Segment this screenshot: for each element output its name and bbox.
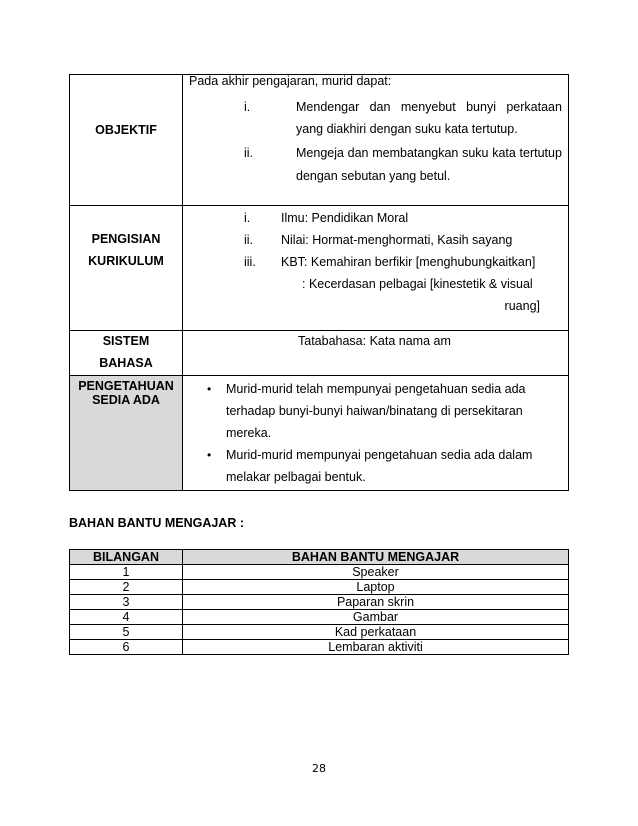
pengisian-content-cell (183, 206, 569, 331)
pengisian-item-1-text: Ilmu: Pendidikan Moral (281, 211, 409, 225)
bullet-1-line3: mereka. (226, 426, 272, 440)
sistem-text: Tatabahasa: Kata nama am (298, 334, 451, 348)
sedia-bullet-list (183, 378, 568, 488)
table-row (70, 610, 569, 625)
table-row (70, 580, 569, 595)
sistem-content-cell (183, 331, 569, 376)
objektif-item-1-line2: yang diakhiri dengan suku kata tertutup. (296, 122, 518, 136)
objektif-item-2-line1 (296, 146, 562, 160)
word: Mendengar (296, 100, 360, 114)
table-row (70, 595, 569, 610)
row-number: 1 (70, 565, 183, 580)
row-item: Lembaran aktiviti (183, 640, 569, 655)
sistem-label-cell (70, 331, 183, 376)
bullet-icon: • (207, 448, 212, 462)
pengisian-label-line2: KURIKULUM (88, 254, 164, 268)
objektif-item-1-num: i. (244, 100, 251, 114)
sedia-row (70, 376, 569, 491)
objektif-intro: Pada akhir pengajaran, murid dapat: (189, 74, 392, 88)
sedia-content-cell (183, 376, 569, 491)
row-number: 2 (70, 580, 183, 595)
pengisian-item-2-num: ii. (244, 233, 254, 247)
word: tertutup (519, 146, 562, 160)
bullet-1-line1: Murid-murid telah mempunyai pengetahuan sedia ada (226, 382, 526, 396)
row-item: Kad perkataan (183, 625, 569, 640)
row-item: Gambar (183, 610, 569, 625)
row-number: 3 (70, 595, 183, 610)
row-number: 5 (70, 625, 183, 640)
table-row (70, 640, 569, 655)
bullet-2-line2: melakar pelbagai bentuk. (226, 470, 366, 484)
pengisian-item-1-num: i. (244, 211, 251, 225)
bullet-2-line1: Murid-murid mempunyai pengetahuan sedia ada dalam (226, 448, 533, 462)
word: perkataan (506, 100, 562, 114)
pengisian-label-cell (70, 206, 183, 331)
pengisian-item-2-text: Nilai: Hormat-menghormati, Kasih sayang (281, 233, 513, 247)
list-item (183, 444, 568, 488)
objektif-content-cell (183, 75, 569, 206)
sedia-label-cell (70, 376, 183, 491)
pengisian-label-line1: PENGISIAN (91, 232, 161, 246)
objektif-row (70, 75, 569, 206)
word: suku (462, 146, 489, 160)
table-row (70, 625, 569, 640)
sedia-label-line2: SEDIA ADA (92, 393, 160, 407)
row-item: Paparan skrin (183, 595, 569, 610)
objektif-item-2-num: ii. (244, 146, 254, 160)
table-row (70, 565, 569, 580)
objektif-item-1-line1 (296, 100, 562, 114)
bullet-icon: • (207, 382, 212, 396)
table-header-row (70, 550, 569, 565)
sistem-label-line1: SISTEM (102, 334, 150, 348)
sedia-label-line1: PENGETAHUAN (78, 379, 174, 393)
row-number: 4 (70, 610, 183, 625)
word: membatangkan (372, 146, 459, 160)
col-header-bahan: BAHAN BANTU MENGAJAR (183, 550, 569, 565)
list-item (183, 378, 568, 444)
word: kata (492, 146, 516, 160)
col-header-bilangan: BILANGAN (70, 550, 183, 565)
pengisian-row (70, 206, 569, 331)
page-number: 28 (312, 762, 326, 775)
objektif-item-2-line2: dengan sebutan yang betul. (296, 169, 451, 183)
row-item: Speaker (183, 565, 569, 580)
bullet-1-line2: terhadap bunyi-bunyi haiwan/binatang di persekitaran (226, 404, 523, 418)
word: Mengeja (296, 146, 344, 160)
lesson-plan-table (69, 74, 569, 491)
word: menyebut (400, 100, 456, 114)
pengisian-item-3-text: KBT: Kemahiran berfikir [menghubungkaitkan] (281, 255, 536, 269)
sistem-row (70, 331, 569, 376)
pengisian-continuation-line1: : Kecerdasan pelbagai [kinestetik & visual (302, 277, 533, 291)
bahan-bantu-table (69, 549, 569, 655)
pengisian-continuation-line2: ruang] (504, 299, 540, 313)
word: dan (369, 100, 391, 114)
objektif-label: OBJEKTIF (95, 123, 157, 137)
row-number: 6 (70, 640, 183, 655)
word: dan (347, 146, 369, 160)
bahan-bantu-heading: BAHAN BANTU MENGAJAR : (69, 516, 244, 530)
word: bunyi (466, 100, 496, 114)
pengisian-item-3-num: iii. (244, 255, 256, 269)
row-item: Laptop (183, 580, 569, 595)
objektif-label-cell (70, 75, 183, 206)
sistem-label-line2: BAHASA (99, 356, 153, 370)
